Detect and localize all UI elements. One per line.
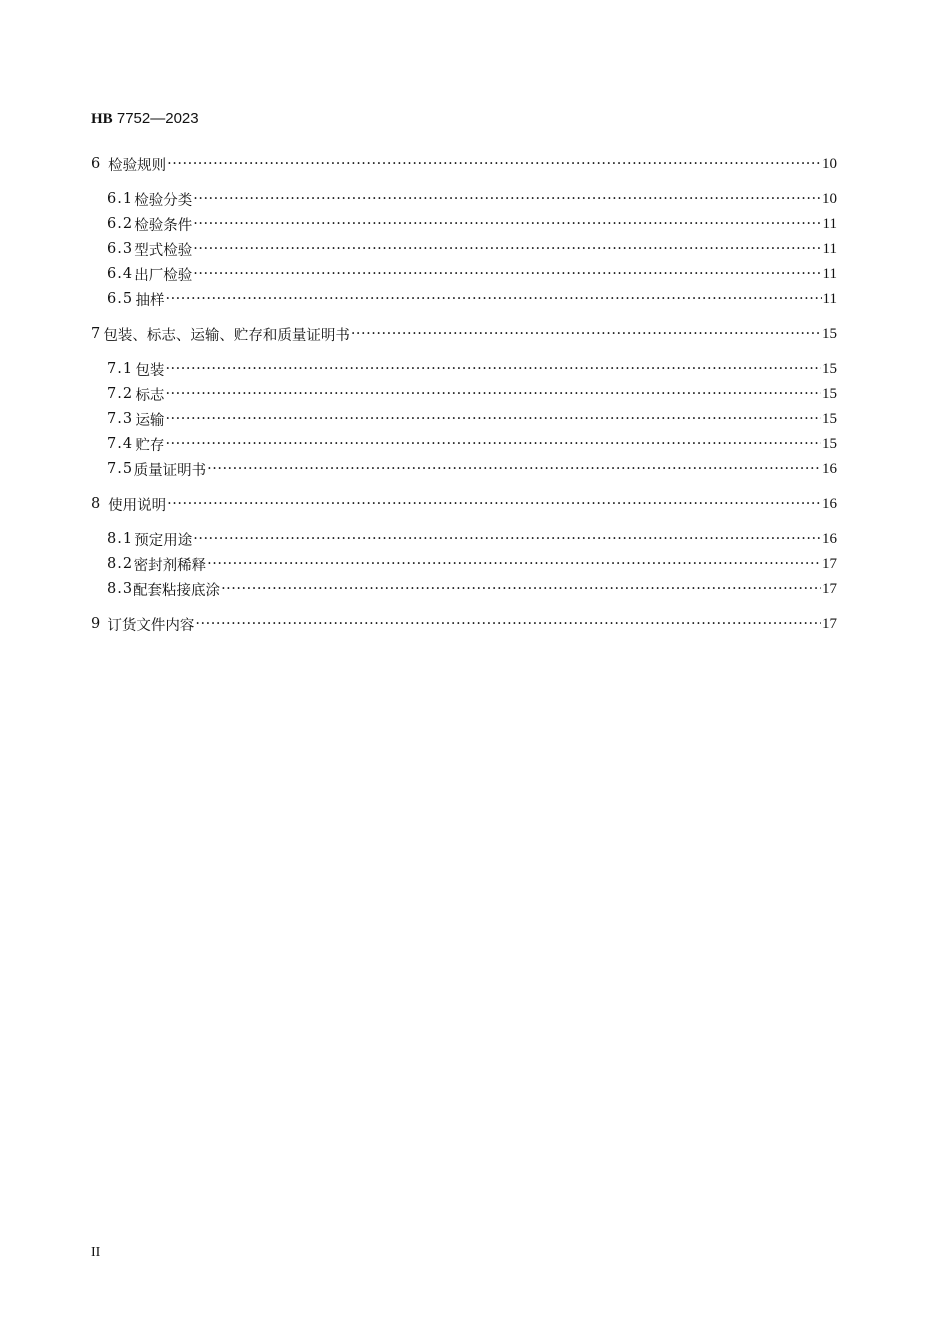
toc-entry[interactable]: [91, 288, 837, 310]
toc-entry-number: 6.5: [107, 291, 134, 307]
toc-entry-number: 7.5: [107, 461, 134, 477]
toc-leader-dots: [351, 326, 821, 342]
toc-entry-title: 使用说明: [108, 497, 167, 514]
toc-leader-dots: [207, 461, 821, 477]
toc-entry-number: 6.4: [107, 266, 134, 282]
toc-entry-page: 15: [822, 360, 837, 377]
toc-entry[interactable]: [91, 613, 837, 635]
toc-leader-dots: [165, 361, 821, 377]
toc-entry[interactable]: [91, 493, 837, 515]
toc-entry-title: 检验条件: [134, 217, 193, 234]
toc-entry-title: 配套粘接底涂: [133, 582, 221, 599]
toc-entry-title: 检验分类: [134, 192, 193, 209]
toc-entry-page: 15: [822, 435, 837, 452]
toc-entry-title: 运输: [135, 412, 165, 429]
toc-entry-page: 11: [822, 290, 837, 307]
toc-entry[interactable]: [91, 323, 837, 345]
toc-entry-title: 质量证明书: [133, 462, 207, 479]
toc-entry-page: 17: [822, 555, 837, 572]
toc-entry[interactable]: [91, 458, 837, 480]
toc-leader-dots: [167, 156, 821, 172]
toc-entry-title: 密封剂稀释: [133, 557, 207, 574]
toc-entry-title: 抽样: [135, 292, 165, 309]
toc-entry-number: 8.3: [107, 581, 134, 597]
toc-entry[interactable]: [91, 263, 837, 285]
toc-entry-number: 9: [91, 616, 101, 632]
toc-leader-dots: [207, 556, 821, 572]
toc-entry[interactable]: [91, 358, 837, 380]
toc-entry-page: 11: [822, 265, 837, 282]
toc-entry-title: 出厂检验: [134, 267, 193, 284]
toc-entry[interactable]: [91, 213, 837, 235]
standard-number: 7752—2023: [116, 110, 199, 127]
toc-entry-page: 10: [822, 155, 837, 172]
standard-code: HB: [91, 111, 113, 127]
toc-entry-page: 16: [822, 460, 837, 477]
toc-entry-page: 17: [822, 580, 837, 597]
toc-entry-number: 7: [91, 326, 101, 342]
toc-entry-number: 8.2: [107, 556, 134, 572]
toc-entry-number: 6.3: [107, 241, 134, 257]
toc-entry-page: 16: [822, 530, 837, 547]
toc-entry-number: 7.1: [107, 361, 134, 377]
toc-entry-page: 10: [822, 190, 837, 207]
toc-entry-title: 订货文件内容: [107, 617, 195, 634]
toc-entry-number: 7.4: [107, 436, 134, 452]
toc-entry-number: 6.1: [107, 191, 134, 207]
toc-entry[interactable]: [91, 528, 837, 550]
toc-leader-dots: [193, 266, 821, 282]
toc-entry[interactable]: [91, 383, 837, 405]
toc-entry-page: 11: [822, 240, 837, 257]
toc-entry-title: 包装: [135, 362, 165, 379]
toc-entry[interactable]: [91, 578, 837, 600]
toc-entry-number: 7.2: [107, 386, 134, 402]
toc-entry-title: 型式检验: [134, 242, 193, 259]
toc-entry[interactable]: [91, 408, 837, 430]
toc-entry-title: 标志: [135, 387, 165, 404]
page-number: II: [91, 1245, 101, 1260]
toc-entry-number: 6.2: [107, 216, 134, 232]
document-header: [91, 110, 199, 128]
toc-entry-title: 包装、标志、运输、贮存和质量证明书: [103, 327, 350, 344]
toc-entry-number: 6: [91, 156, 101, 172]
toc-leader-dots: [221, 581, 821, 597]
toc-entry-number: 8: [91, 496, 101, 512]
toc-entry-page: 15: [822, 325, 837, 342]
toc-entry-title: 贮存: [135, 437, 165, 454]
toc-leader-dots: [193, 216, 821, 232]
toc-leader-dots: [167, 496, 821, 512]
toc-leader-dots: [193, 241, 821, 257]
toc-entry-number: 8.1: [107, 531, 134, 547]
toc-entry[interactable]: [91, 553, 837, 575]
toc-entry-page: 15: [822, 385, 837, 402]
toc-leader-dots: [193, 191, 821, 207]
toc-entry-page: 11: [822, 215, 837, 232]
toc-leader-dots: [165, 386, 821, 402]
toc-leader-dots: [195, 616, 821, 632]
toc-entry-number: 7.3: [107, 411, 134, 427]
toc-leader-dots: [165, 436, 821, 452]
toc-entry[interactable]: [91, 238, 837, 260]
toc-leader-dots: [165, 291, 821, 307]
toc-entry-page: 17: [822, 615, 837, 632]
toc-leader-dots: [165, 411, 821, 427]
toc-entry-title: 检验规则: [108, 157, 167, 174]
toc-entry[interactable]: [91, 188, 837, 210]
toc-entry-page: 15: [822, 410, 837, 427]
toc-entry-title: 预定用途: [134, 532, 193, 549]
toc-leader-dots: [193, 531, 821, 547]
toc-entry-page: 16: [822, 495, 837, 512]
toc-entry[interactable]: [91, 433, 837, 455]
toc-entry[interactable]: [91, 153, 837, 175]
